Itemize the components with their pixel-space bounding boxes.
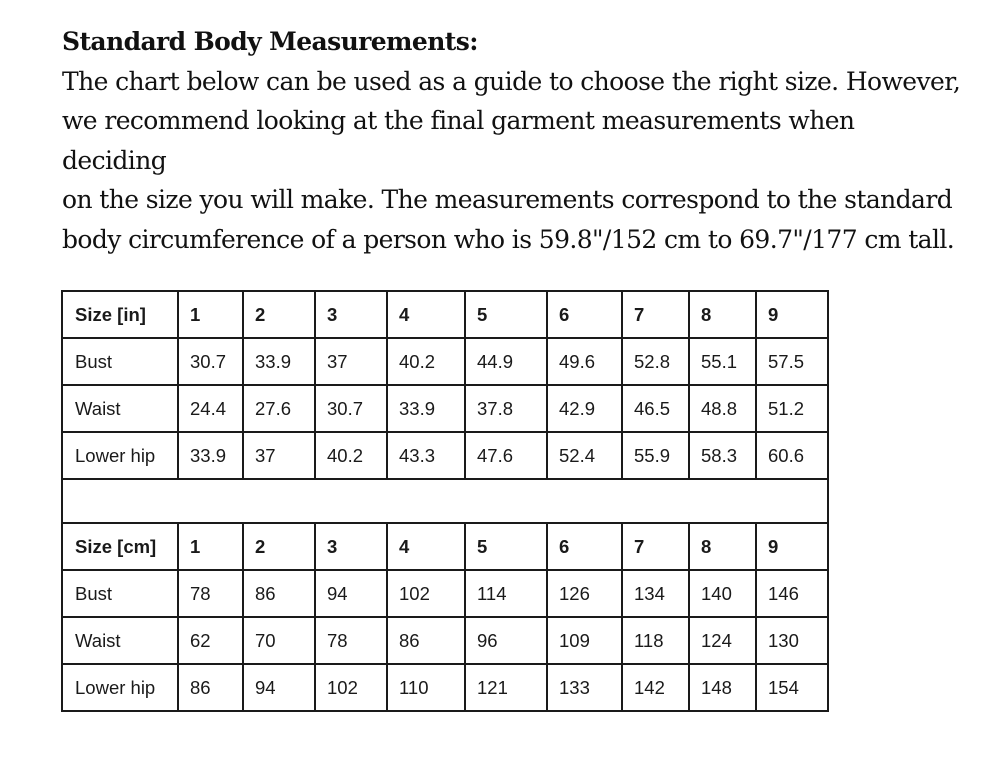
- table-row: [62, 385, 828, 432]
- table-cell: 133: [547, 664, 622, 711]
- size-header-cell: 5: [465, 291, 547, 338]
- table-row: [62, 664, 828, 711]
- header-label-cm: Size [cm]: [62, 523, 178, 570]
- table-cell: 40.2: [387, 338, 465, 385]
- table-cell: 60.6: [756, 432, 828, 479]
- table-cell: 37: [315, 338, 387, 385]
- table-cell: 40.2: [315, 432, 387, 479]
- row-label: Waist: [62, 385, 178, 432]
- size-header-cell: 6: [547, 291, 622, 338]
- table-cell: 43.3: [387, 432, 465, 479]
- row-label: Bust: [62, 338, 178, 385]
- table-cell: 33.9: [243, 338, 315, 385]
- size-header-cell: 4: [387, 291, 465, 338]
- size-header-cell: 3: [315, 291, 387, 338]
- table-cell: 142: [622, 664, 689, 711]
- size-header-cell: 1: [178, 523, 243, 570]
- table-cell: 27.6: [243, 385, 315, 432]
- intro-line-4: body circumference of a person who is 59.8"/152 cm to 69.7"/177 cm tall.: [62, 224, 955, 254]
- size-header-cell: 5: [465, 523, 547, 570]
- table-cell: 118: [622, 617, 689, 664]
- size-header-cell: 7: [622, 523, 689, 570]
- size-header-cell: 3: [315, 523, 387, 570]
- size-header-cell: 9: [756, 523, 828, 570]
- table-cell: 37.8: [465, 385, 547, 432]
- table-cell: 109: [547, 617, 622, 664]
- spacer-cell: [62, 479, 828, 523]
- table-cell: 94: [315, 570, 387, 617]
- size-header-cell: 6: [547, 523, 622, 570]
- table-cell: 42.9: [547, 385, 622, 432]
- table-cell: 140: [689, 570, 756, 617]
- row-label: Lower hip: [62, 432, 178, 479]
- table-cell: 110: [387, 664, 465, 711]
- table-cell: 126: [547, 570, 622, 617]
- size-chart-table: [61, 290, 829, 712]
- size-header-cell: 8: [689, 291, 756, 338]
- table-cell: 78: [178, 570, 243, 617]
- table-cell: 37: [243, 432, 315, 479]
- table-cell: 51.2: [756, 385, 828, 432]
- table-cell: 24.4: [178, 385, 243, 432]
- table-cell: 30.7: [315, 385, 387, 432]
- size-header-cell: 2: [243, 523, 315, 570]
- intro-line-2: we recommend looking at the final garment measurements when deciding: [62, 106, 855, 175]
- table-cell: 47.6: [465, 432, 547, 479]
- table-cell: 30.7: [178, 338, 243, 385]
- table-row: [62, 570, 828, 617]
- table-cell: 86: [178, 664, 243, 711]
- table-cell: 96: [465, 617, 547, 664]
- intro-line-3: on the size you will make. The measurements correspond to the standard: [62, 185, 953, 214]
- size-header-cell: 2: [243, 291, 315, 338]
- table-spacer-row: [62, 479, 828, 523]
- table-row: [62, 338, 828, 385]
- table-cell: 94: [243, 664, 315, 711]
- table-header-row-in: [62, 291, 828, 338]
- table-cell: 49.6: [547, 338, 622, 385]
- table-cell: 86: [243, 570, 315, 617]
- table-cell: 55.1: [689, 338, 756, 385]
- table-cell: 102: [315, 664, 387, 711]
- table-cell: 86: [387, 617, 465, 664]
- table-cell: 78: [315, 617, 387, 664]
- table-header-row-cm: [62, 523, 828, 570]
- table-cell: 57.5: [756, 338, 828, 385]
- size-header-cell: 4: [387, 523, 465, 570]
- table-cell: 58.3: [689, 432, 756, 479]
- table-cell: 148: [689, 664, 756, 711]
- size-header-cell: 9: [756, 291, 828, 338]
- table-cell: 44.9: [465, 338, 547, 385]
- row-label: Waist: [62, 617, 178, 664]
- table-cell: 154: [756, 664, 828, 711]
- table-cell: 121: [465, 664, 547, 711]
- size-header-cell: 8: [689, 523, 756, 570]
- table-cell: 146: [756, 570, 828, 617]
- table-cell: 55.9: [622, 432, 689, 479]
- table-row: [62, 617, 828, 664]
- table-cell: 33.9: [178, 432, 243, 479]
- row-label: Bust: [62, 570, 178, 617]
- intro-block: [62, 22, 962, 259]
- row-label: Lower hip: [62, 664, 178, 711]
- table-cell: 48.8: [689, 385, 756, 432]
- intro-line-1: The chart below can be used as a guide to choose the right size. However,: [62, 66, 961, 96]
- table-cell: 52.4: [547, 432, 622, 479]
- table-cell: 33.9: [387, 385, 465, 432]
- table-cell: 134: [622, 570, 689, 617]
- table-cell: 52.8: [622, 338, 689, 385]
- size-header-cell: 7: [622, 291, 689, 338]
- table-cell: 46.5: [622, 385, 689, 432]
- page-title: Standard Body Measurements:: [62, 27, 478, 56]
- size-header-cell: 1: [178, 291, 243, 338]
- table-cell: 114: [465, 570, 547, 617]
- table-cell: 102: [387, 570, 465, 617]
- table-cell: 70: [243, 617, 315, 664]
- table-cell: 130: [756, 617, 828, 664]
- table-row: [62, 432, 828, 479]
- table-cell: 124: [689, 617, 756, 664]
- header-label-in: Size [in]: [62, 291, 178, 338]
- table-cell: 62: [178, 617, 243, 664]
